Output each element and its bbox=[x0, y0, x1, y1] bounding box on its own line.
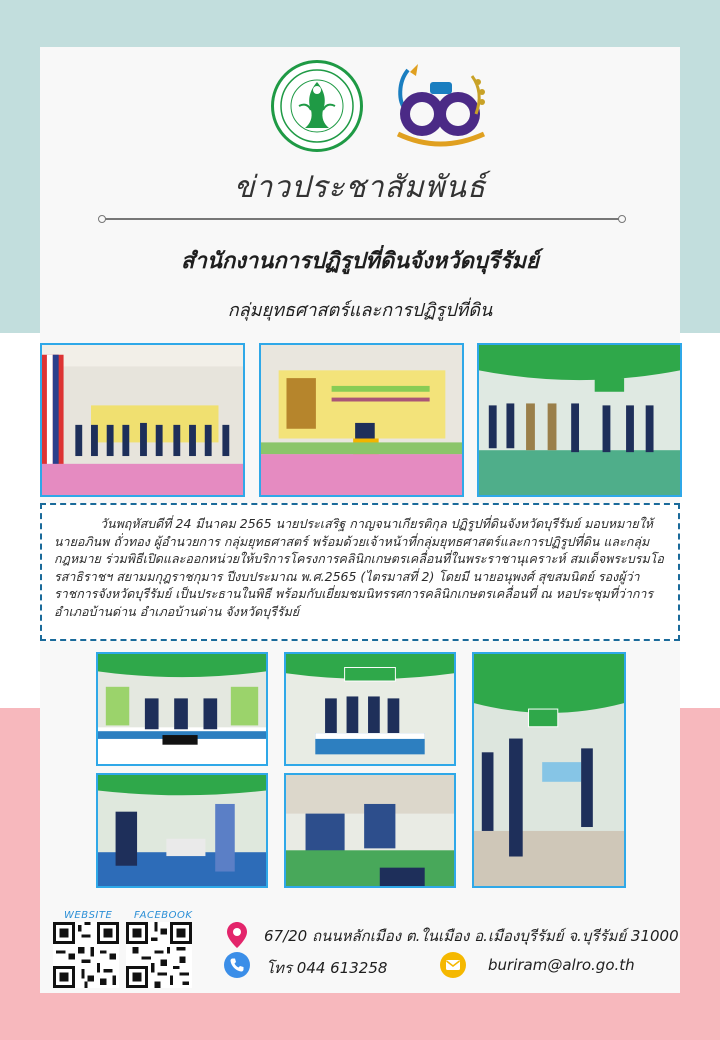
event-photo-8 bbox=[284, 773, 456, 888]
event-photo-4 bbox=[96, 652, 268, 766]
map-pin-icon bbox=[227, 922, 247, 952]
event-photo-2 bbox=[259, 343, 464, 497]
address-text: 67/20 ถนนหลักเมือง ต.ในเมือง อ.เมืองบุรีรัมย์ จ.บุรีรัมย์ 31000 bbox=[264, 927, 679, 945]
facebook-label: FACEBOOK bbox=[134, 910, 193, 921]
website-label: WEBSITE bbox=[64, 910, 113, 921]
event-photo-6 bbox=[472, 652, 626, 888]
division-name: กลุ่มยุทธศาสตร์และการปฏิรูปที่ดิน bbox=[227, 300, 493, 321]
website-qr-code[interactable] bbox=[53, 922, 119, 988]
event-photo-1 bbox=[40, 343, 245, 497]
phone-icon bbox=[224, 952, 250, 982]
mail-icon bbox=[440, 952, 466, 982]
divider-line bbox=[104, 218, 620, 220]
office-name: สำนักงานการปฏิรูปที่ดินจังหวัดบุรีรัมย์ bbox=[181, 249, 539, 274]
alro-anniversary-logo-icon bbox=[388, 62, 494, 152]
facebook-qr-code[interactable] bbox=[126, 922, 192, 988]
event-photo-3 bbox=[477, 343, 682, 497]
event-photo-7 bbox=[96, 773, 268, 888]
event-photo-5 bbox=[284, 652, 456, 766]
headline: ข่าวประชาสัมพันธ์ bbox=[233, 170, 487, 205]
event-description: วันพฤหัสบดีที่ 24 มีนาคม 2565 นายประเสริฐ กาญจนาเกียรติกุล ปฏิรูปที่ดินจังหวัดบุรีรัมย์ มอบหมายให้นายอภินพ ถั่วทอง ผู้อำนวยการ กลุ่มยุทธศาสตร์ พร้อมด้วยเจ้าหน้าที่กลุ่มยุทธศาสตร์และการปฏิรูปที่ดิน และกลุ่มกฎหมาย ร่วมพิธีเปิดและออกหน่วยให้บริการโครงการคลินิกเกษตรเคลื่อนที่ในพระราชานุเคราะห์ สมเด็จพระบรมโอรสาธิราชฯ สยามมกุฎราชกุมาร ปีงบประมาณ พ.ศ.2565 (ไตรมาสที่ 2) โดยมี นายอนุพงศ์ สุขสมนิตย์ รองผู้ว่าราชการจังหวัดบุรีรัมย์ เป็นประธานในพิธี พร้อมกับเยี่ยมชมนิทรรศการคลินิกเกษตรเคลื่อนที่ ณ หอประชุมที่ว่าการอำเภอบ้านด่าน อำเภอบ้านด่าน จังหวัดบุรีรัมย์ bbox=[40, 503, 680, 641]
email-link[interactable]: buriram@alro.go.th bbox=[488, 956, 635, 974]
phone-text: โทร 044 613258 bbox=[266, 959, 388, 977]
alro-emblem-icon bbox=[271, 60, 363, 152]
